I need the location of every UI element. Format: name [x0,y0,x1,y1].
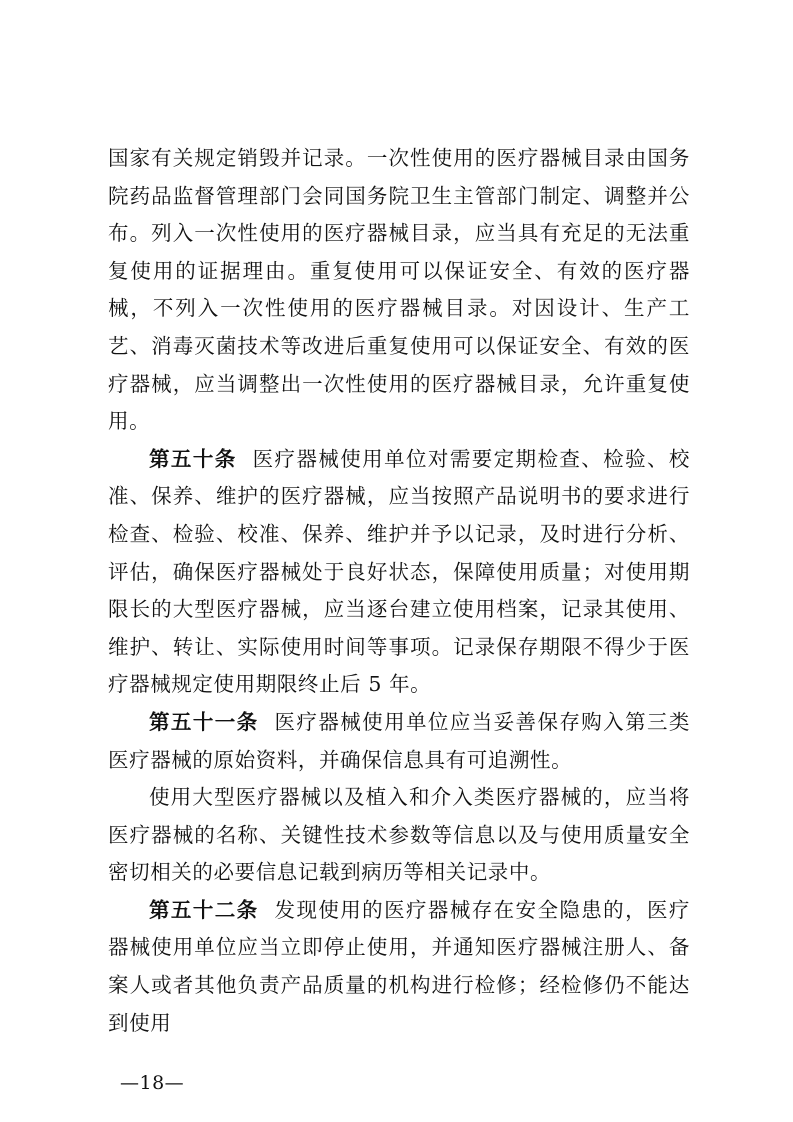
article-number: 第五十一条 [149,709,259,734]
paragraph-article-50 [108,441,690,704]
page-number: —18— [120,1072,185,1094]
paragraph-text: 国家有关规定销毁并记录。一次性使用的医疗器械目录由国务院药品监督管理部门会同国务院卫生主管部门制定、调整并公布。列入一次性使用的医疗器械目录，应当具有充足的无法重复使用的证据理由。重复使用可以保证安全、有效的医疗器械，不列入一次性使用的医疗器械目录。对因设计、生产工艺、消毒灭菌技术等改进后重复使用可以保证安全、有效的医疗器械，应当调整出一次性使用的医疗器械目录，允许重复使用。 [108,146,690,434]
article-number: 第五十条 [149,446,237,471]
paragraph-text: 医疗器械使用单位对需要定期检查、检验、校准、保养、维护的医疗器械，应当按照产品说明书的要求进行检查、检验、校准、保养、维护并予以记录，及时进行分析、评估，确保医疗器械处于良好状态，保障使用质量；对使用期限长的大型医疗器械，应当逐台建立使用档案，记录其使用、维护、转让、实际使用时间等事项。记录保存期限不得少于医疗器械规定使用期限终止后 5 年。 [108,446,690,697]
paragraph-text: 发现使用的医疗器械存在安全隐患的，医疗器械使用单位应当立即停止使用，并通知医疗器械注册人、备案人或者其他负责产品质量的机构进行检修；经检修仍不能达到使用 [108,897,690,1035]
document-body [108,140,690,1042]
paragraph-article-52 [108,892,690,1042]
paragraph-article-51-clause-2 [108,779,690,892]
paragraph-text: 使用大型医疗器械以及植入和介入类医疗器械的，应当将医疗器械的名称、关键性技术参数等信息以及与使用质量安全密切相关的必要信息记载到病历等相关记录中。 [108,785,690,885]
paragraph-text: 医疗器械使用单位应当妥善保存购入第三类医疗器械的原始资料，并确保信息具有可追溯性。 [108,709,690,772]
article-number: 第五十二条 [149,897,259,922]
paragraph-article-51 [108,704,690,779]
paragraph-continuation [108,140,690,441]
